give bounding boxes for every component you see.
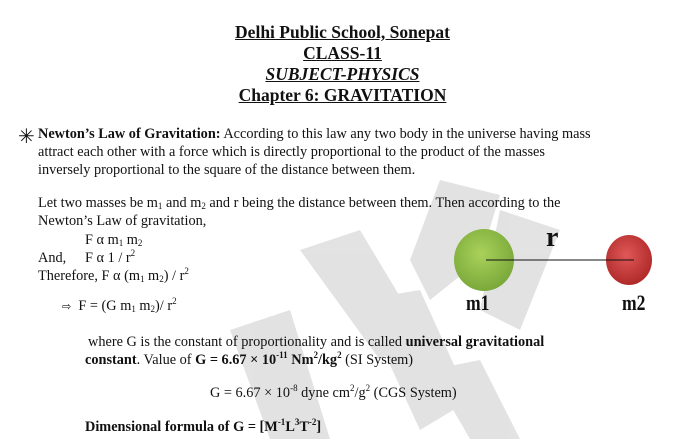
law-paragraph bbox=[38, 125, 591, 143]
bullet-star-icon: ✳ bbox=[18, 126, 35, 148]
subject-title: SUBJECT-PHYSICS bbox=[265, 64, 420, 84]
intro-line-2: Newton’s Law of gravitation, bbox=[38, 213, 207, 229]
equation-3: Therefore, F α ($m_1$ $m_2) / r^2$ bbox=[38, 266, 189, 284]
law-heading: Newton’s Law of Gravitation: bbox=[38, 126, 221, 142]
school-name: Delhi Public School, Sonepat bbox=[235, 22, 450, 42]
m2-label: m2 bbox=[622, 290, 646, 315]
intro-line-1: Let two masses be $m_1$ and $m_2$ and r being the distance between them. Then according to the bbox=[38, 195, 561, 211]
law-text: According to this law any two body in the universe having mass bbox=[220, 126, 591, 142]
gconst-cgs: $G = 6.67 \times 10^{-8}$ dyne $cm^2/g^2$ (CGS System) bbox=[210, 383, 457, 401]
law-line-3: inversely proportional to the square of the distance between them. bbox=[38, 162, 416, 178]
equation-4: ⇨ F = (G $m_1$ $m_2)/$ $r^2$ bbox=[62, 296, 177, 314]
m1-label: m1 bbox=[466, 290, 490, 315]
dimensional-formula: Dimensional formula of $G = [M^{-1}L^3T^{-2}]$ bbox=[85, 417, 322, 435]
arrow-icon: ⇨ bbox=[62, 300, 72, 313]
equation-1: F α $m_1$ $m_2$ bbox=[85, 232, 143, 248]
gconst-line-1: where G is the constant of proportionality and is called universal gravitational bbox=[88, 334, 545, 350]
law-line-2: attract each other with a force which is directly proportional to the product of the masses bbox=[38, 144, 545, 160]
class-title: CLASS-11 bbox=[303, 43, 382, 63]
chapter-title: Chapter 6: GRAVITATION bbox=[238, 85, 447, 105]
equation-2: F α $1 / r^2$ bbox=[85, 248, 136, 266]
label-and: And, bbox=[38, 250, 67, 266]
distance-label: r bbox=[546, 222, 559, 253]
gconst-line-2: constant. Value of $G = 6.67 \times 10^{-11}$ $Nm^2/kg^2$ (SI System) bbox=[85, 350, 414, 368]
